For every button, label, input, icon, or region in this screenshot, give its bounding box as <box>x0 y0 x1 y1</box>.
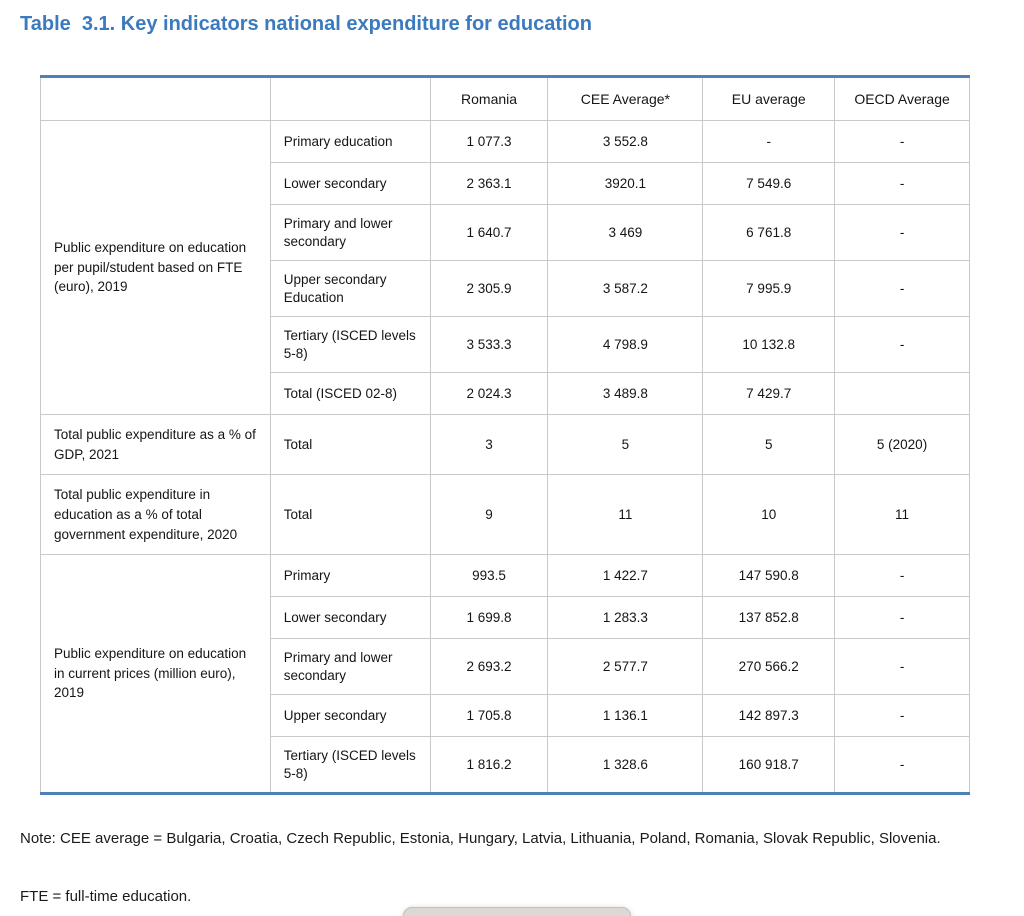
value-romania: 3 <box>430 415 548 475</box>
row-label: Primary and lower secondary <box>270 639 430 695</box>
row-label: Primary and lower secondary <box>270 205 430 261</box>
value-eu-average: 160 918.7 <box>703 737 835 794</box>
value-romania: 1 699.8 <box>430 597 548 639</box>
floating-panel-partial[interactable] <box>403 907 631 916</box>
value-cee-average: 3 489.8 <box>548 373 703 415</box>
row-label: Upper secondary <box>270 695 430 737</box>
value-eu-average: 7 549.6 <box>703 163 835 205</box>
value-oecd-average: - <box>835 317 970 373</box>
value-romania: 3 533.3 <box>430 317 548 373</box>
group-label: Total public expenditure in education as a % of total government expenditure, 2020 <box>41 475 271 555</box>
value-romania: 993.5 <box>430 555 548 597</box>
row-label: Primary education <box>270 121 430 163</box>
value-oecd-average: - <box>835 205 970 261</box>
column-header-oecd-average: OECD Average <box>835 77 970 121</box>
value-eu-average: 6 761.8 <box>703 205 835 261</box>
page-title: Table 3.1. Key indicators national expenditure for education <box>20 13 592 35</box>
value-cee-average: 1 136.1 <box>548 695 703 737</box>
value-romania: 1 705.8 <box>430 695 548 737</box>
value-oecd-average: 5 (2020) <box>835 415 970 475</box>
value-cee-average: 3920.1 <box>548 163 703 205</box>
value-oecd-average: - <box>835 737 970 794</box>
value-eu-average: 7 995.9 <box>703 261 835 317</box>
value-oecd-average: - <box>835 597 970 639</box>
value-eu-average: 10 <box>703 475 835 555</box>
value-cee-average: 1 328.6 <box>548 737 703 794</box>
value-romania: 9 <box>430 475 548 555</box>
row-label: Upper secondary Education <box>270 261 430 317</box>
row-label: Tertiary (ISCED levels 5-8) <box>270 317 430 373</box>
value-oecd-average: 11 <box>835 475 970 555</box>
group-label: Public expenditure on education in current prices (million euro), 2019 <box>41 555 271 794</box>
value-eu-average: 7 429.7 <box>703 373 835 415</box>
table-row <box>41 475 970 555</box>
value-oecd-average: - <box>835 555 970 597</box>
value-oecd-average: - <box>835 261 970 317</box>
value-oecd-average: - <box>835 121 970 163</box>
row-label: Total <box>270 415 430 475</box>
value-romania: 2 693.2 <box>430 639 548 695</box>
column-header-sublabel <box>270 77 430 121</box>
value-romania: 1 640.7 <box>430 205 548 261</box>
table-row <box>41 555 970 597</box>
value-romania: 1 816.2 <box>430 737 548 794</box>
table-header-row <box>41 77 970 121</box>
value-eu-average: 147 590.8 <box>703 555 835 597</box>
row-label: Tertiary (ISCED levels 5-8) <box>270 737 430 794</box>
value-eu-average: 137 852.8 <box>703 597 835 639</box>
value-romania: 2 363.1 <box>430 163 548 205</box>
value-oecd-average <box>835 373 970 415</box>
value-romania: 1 077.3 <box>430 121 548 163</box>
table-row <box>41 415 970 475</box>
value-romania: 2 024.3 <box>430 373 548 415</box>
row-label: Primary <box>270 555 430 597</box>
value-cee-average: 5 <box>548 415 703 475</box>
value-cee-average: 3 469 <box>548 205 703 261</box>
indicators-table-container <box>40 75 970 795</box>
value-oecd-average: - <box>835 163 970 205</box>
value-eu-average: 10 132.8 <box>703 317 835 373</box>
table-row <box>41 121 970 163</box>
column-header-cee-average: CEE Average* <box>548 77 703 121</box>
value-eu-average: 5 <box>703 415 835 475</box>
value-eu-average: - <box>703 121 835 163</box>
value-cee-average: 3 552.8 <box>548 121 703 163</box>
column-header-eu-average: EU average <box>703 77 835 121</box>
row-label: Lower secondary <box>270 597 430 639</box>
value-oecd-average: - <box>835 695 970 737</box>
column-header-romania: Romania <box>430 77 548 121</box>
row-label: Total (ISCED 02-8) <box>270 373 430 415</box>
value-eu-average: 270 566.2 <box>703 639 835 695</box>
value-cee-average: 1 422.7 <box>548 555 703 597</box>
value-cee-average: 1 283.3 <box>548 597 703 639</box>
row-label: Total <box>270 475 430 555</box>
note-cee-average: Note: CEE average = Bulgaria, Croatia, Czech Republic, Estonia, Hungary, Latvia, Lithuania, Poland, Romania, Slovak Republic, Slovenia. <box>20 830 941 847</box>
group-label: Total public expenditure as a % of GDP, 2021 <box>41 415 271 475</box>
value-cee-average: 2 577.7 <box>548 639 703 695</box>
note-fte: FTE = full-time education. <box>20 888 192 905</box>
column-header-group <box>41 77 271 121</box>
value-oecd-average: - <box>835 639 970 695</box>
value-cee-average: 11 <box>548 475 703 555</box>
value-cee-average: 3 587.2 <box>548 261 703 317</box>
value-eu-average: 142 897.3 <box>703 695 835 737</box>
group-label: Public expenditure on education per pupil/student based on FTE (euro), 2019 <box>41 121 271 415</box>
indicators-table <box>40 75 970 795</box>
value-cee-average: 4 798.9 <box>548 317 703 373</box>
row-label: Lower secondary <box>270 163 430 205</box>
value-romania: 2 305.9 <box>430 261 548 317</box>
